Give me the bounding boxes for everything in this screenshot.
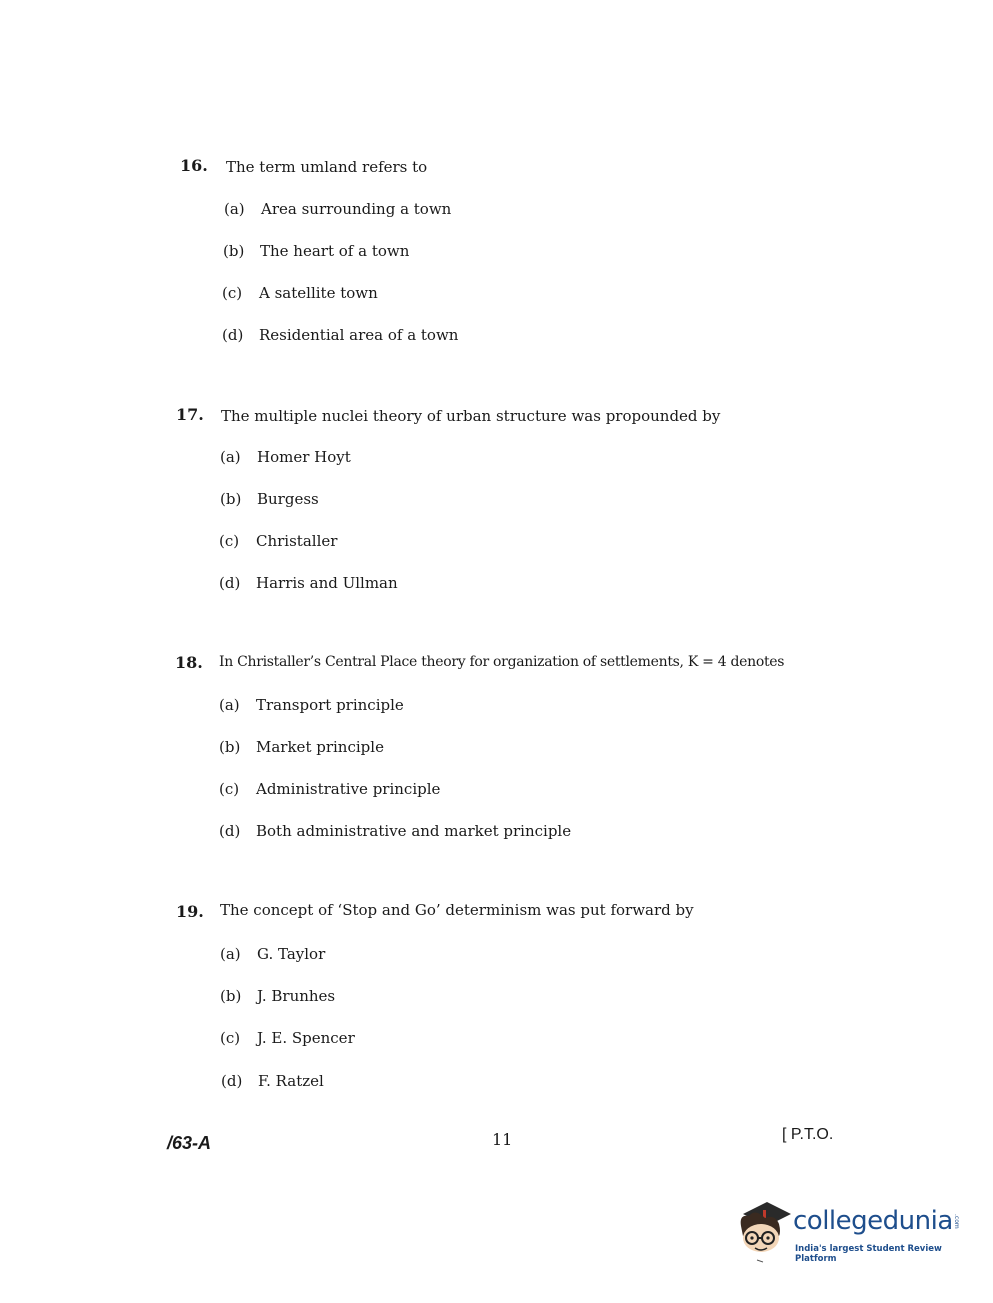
option-label: (d) <box>222 326 244 344</box>
option-text: Residential area of a town <box>259 326 459 344</box>
option-label: (a) <box>219 696 240 714</box>
question-number: 19. <box>176 902 204 921</box>
option-label: (c) <box>219 532 240 550</box>
question-text: The concept of ‘Stop and Go’ determinism was put forward by <box>220 901 694 919</box>
option-text: The heart of a town <box>260 242 410 260</box>
option-label: (c) <box>222 284 243 302</box>
pto-marker: [ P.T.O. <box>782 1126 834 1143</box>
option-text: A satellite town <box>259 284 378 302</box>
option-text: Harris and Ullman <box>256 574 398 592</box>
option-label: (d) <box>221 1072 243 1090</box>
option-text: Transport principle <box>256 696 404 714</box>
question-text: In Christaller’s Central Place theory for organization of settlements, K = 4 denotes <box>219 654 785 670</box>
question-text: The term umland refers to <box>226 158 428 176</box>
page-number: 11 <box>492 1130 513 1149</box>
option-label: (a) <box>220 448 241 466</box>
option-text: F. Ratzel <box>258 1072 324 1090</box>
option-label: (d) <box>219 574 241 592</box>
question-number: 17. <box>176 405 204 424</box>
option-label: (a) <box>220 945 241 963</box>
option-label: (c) <box>219 780 240 798</box>
option-text: Market principle <box>256 738 384 756</box>
question-text: The multiple nuclei theory of urban structure was propounded by <box>221 407 721 425</box>
option-label: (a) <box>224 200 245 218</box>
option-label: (b) <box>223 242 245 260</box>
option-text: Christaller <box>256 532 338 550</box>
question-number: 16. <box>180 156 208 175</box>
option-label: (b) <box>220 987 242 1005</box>
option-label: (d) <box>219 822 241 840</box>
option-text: Homer Hoyt <box>257 448 351 466</box>
option-text: G. Taylor <box>257 945 326 963</box>
collegedunia-watermark <box>735 1196 965 1266</box>
option-text: J. Brunhes <box>257 987 336 1005</box>
option-text: J. E. Spencer <box>257 1029 355 1047</box>
mascot-icon <box>735 1196 795 1266</box>
option-label: (b) <box>219 738 241 756</box>
option-label: (b) <box>220 490 242 508</box>
option-text: Burgess <box>257 490 319 508</box>
question-number: 18. <box>175 653 203 672</box>
option-text: Both administrative and market principle <box>256 822 572 840</box>
option-label: (c) <box>220 1029 241 1047</box>
paper-code: /63-A <box>167 1133 212 1153</box>
option-text: Administrative principle <box>256 780 441 798</box>
option-text: Area surrounding a town <box>261 200 452 218</box>
brand-tagline: India's largest Student Review Platform <box>795 1244 942 1264</box>
brand-name: collegedunia <box>793 1206 953 1236</box>
brand-domain: .com <box>953 1214 960 1229</box>
